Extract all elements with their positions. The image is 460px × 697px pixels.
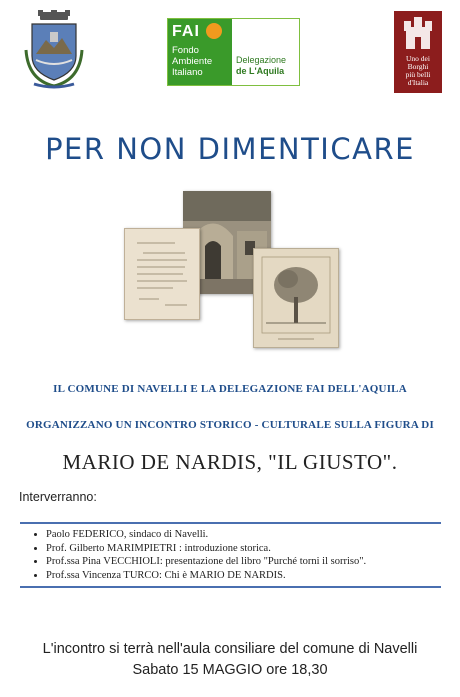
fai-delegation bbox=[236, 55, 298, 76]
list-item: • Paolo FEDERICO, sindaco di Navelli. bbox=[46, 528, 441, 542]
organizers-line: IL COMUNE DI NAVELLI E LA DELEGAZIONE FAI DELL'AQUILA bbox=[53, 383, 407, 395]
fai-delegation-line2: de L'Aquila bbox=[236, 65, 285, 76]
page-title: PER NON DIMENTICARE bbox=[45, 132, 415, 166]
fai-wordmark: FAI bbox=[172, 23, 200, 40]
fai-delegation-line1: Delegazione bbox=[236, 55, 287, 65]
fai-subtitle: Fondo Ambiente Italiano bbox=[172, 45, 213, 78]
tree-drawing-image bbox=[254, 249, 338, 347]
person-name: MARIO DE NARDIS, "IL GIUSTO". bbox=[62, 450, 398, 474]
borghi-logo bbox=[394, 11, 442, 93]
letter-photo-image bbox=[125, 229, 199, 319]
speakers-list bbox=[20, 528, 441, 582]
borghi-text: Uno dei Borghi più belli d'Italia bbox=[405, 54, 431, 87]
tree-drawing-photo bbox=[253, 248, 339, 348]
list-item: • Prof. Gilberto MARIMPIETRI : introduzione storica. bbox=[46, 542, 441, 556]
list-item: • Prof.ssa Vincenza TURCO: Chi è MARIO DE NARDIS. bbox=[46, 569, 441, 583]
letter-photo bbox=[124, 228, 200, 320]
navelli-crest bbox=[22, 10, 86, 90]
castle-icon bbox=[404, 17, 432, 51]
fai-flower-icon bbox=[206, 23, 222, 39]
date-text: Sabato 15 MAGGIO ore 18,30 bbox=[132, 662, 328, 678]
list-item: • Prof.ssa Pina VECCHIOLI: presentazione del libro "Purché torni il sorriso". bbox=[46, 555, 441, 569]
venue-text: L'incontro si terrà nell'aula consiliare del comune di Navelli bbox=[42, 641, 418, 657]
speakers-label: Interverranno: bbox=[19, 490, 97, 504]
event-line: ORGANIZZANO UN INCONTRO STORICO - CULTURALE SULLA FIGURA DI bbox=[26, 419, 434, 431]
fai-logo bbox=[167, 18, 300, 86]
speakers-box bbox=[20, 522, 441, 588]
crest-icon bbox=[22, 10, 86, 90]
